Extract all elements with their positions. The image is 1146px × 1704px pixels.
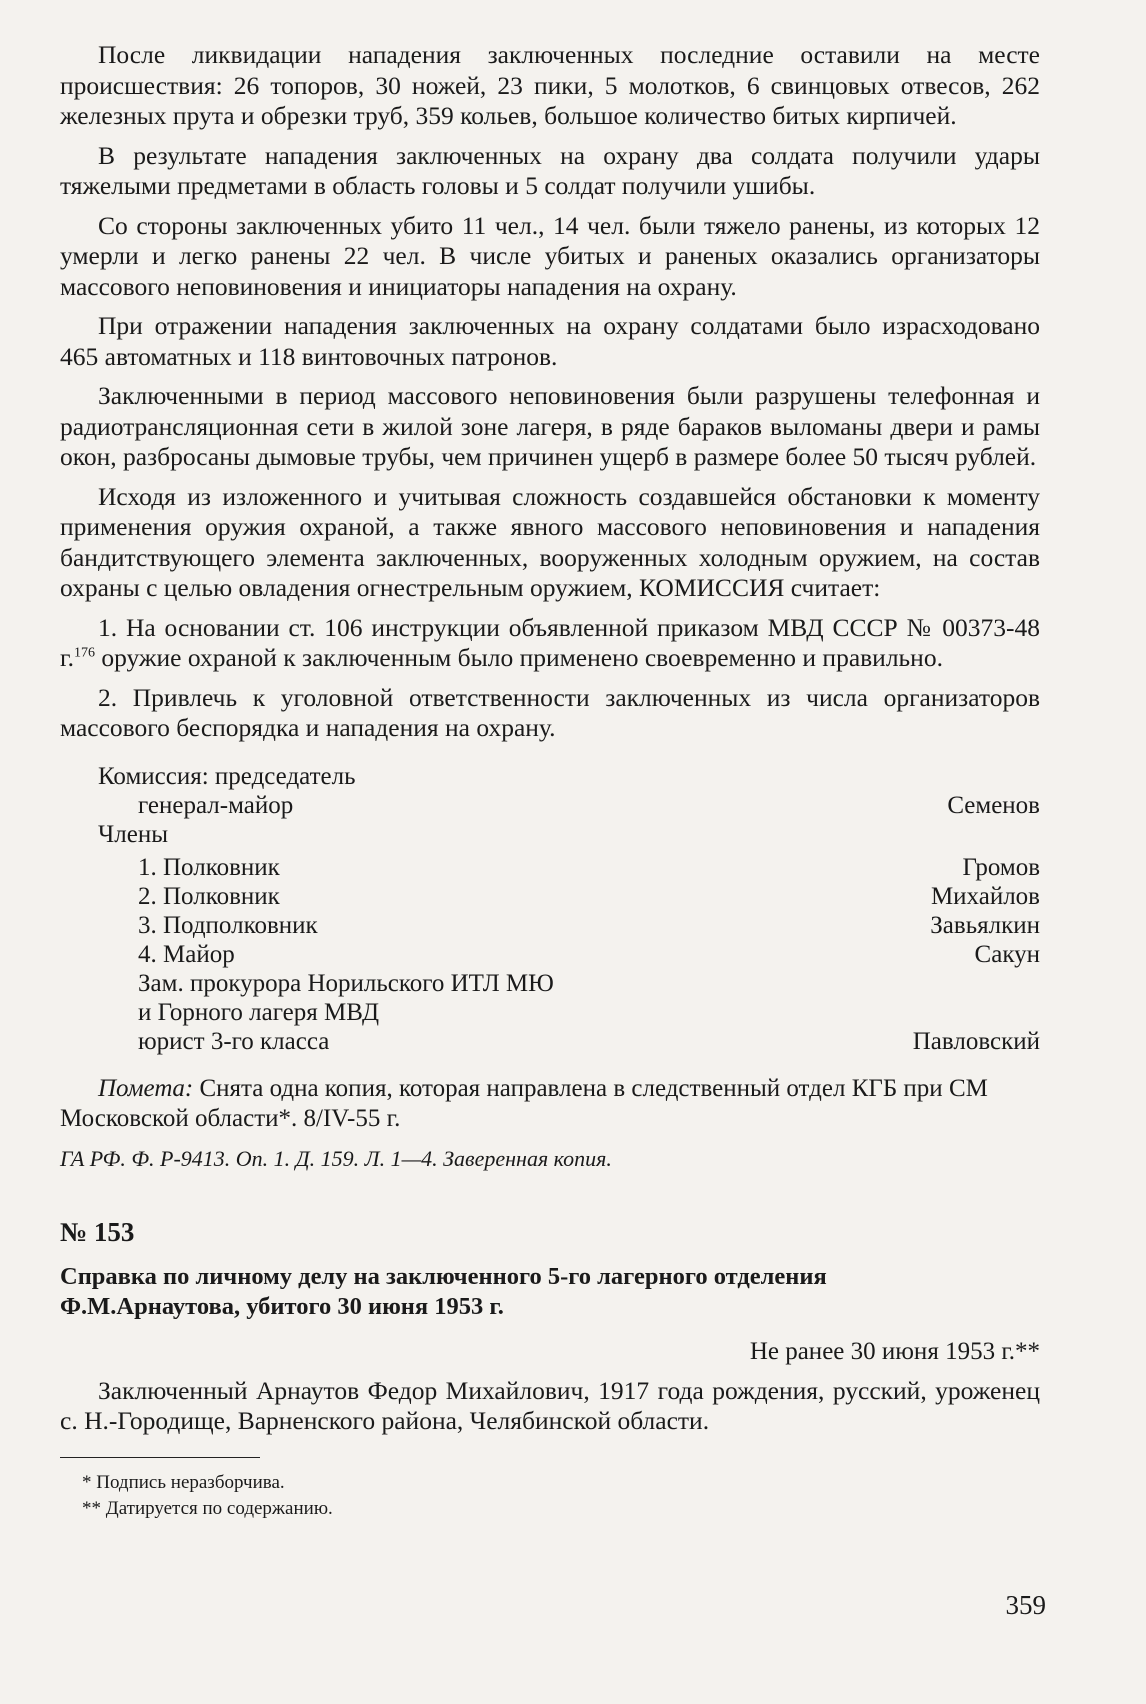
paragraph-point-2: 2. Привлечь к уголовной ответственности заключенных из числа организаторов массового беспорядка и нападения на охрану. [60,682,1040,742]
paragraph-weapons-found: После ликвидации нападения заключенных последние оставили на месте происшествия: 26 топоров, 30 ножей, 23 пики, 5 молотков, 6 свинцовых отвесов, 262 железных прута и обрезки труб, 359 кольев, большое количество битых кирпичей. [60,40,1040,130]
member-row [60,853,1040,882]
footnote: ** Датируется по содержанию. [82,1497,333,1519]
footnote-divider [60,1457,260,1458]
member-rank: 1. Полковник [138,853,280,881]
member-row [60,911,1040,940]
point-1-text-b: оружие охраной к заключенным было применено своевременно и правильно. [94,643,943,672]
document-number: № 153 [60,1216,135,1247]
title-line-1: Справка по личному делу на заключенного 5-го лагерного отделения [60,1262,827,1290]
paragraph-ammunition: При отражении нападения заключенных на охрану солдатами было израсходовано 465 автоматных и 118 винтовочных патронов. [60,311,1040,371]
document-date: Не ранее 30 июня 1953 г.** [749,1337,1040,1365]
paragraph-prisoner-info: Заключенный Арнаутов Федор Михайлович, 1917 года рождения, русский, уроженец с. Н.-Городище, Варненского района, Челябинской области. [60,1375,1040,1435]
paragraph-damage: Заключенными в период массового неповиновения были разрушены телефонная и радиотрансляционная сети в жилой зоне лагеря, в ряде бараков выломаны двери и рамы окон, разбросаны дымовые трубы, чем причинен ущерб в размере более 50 тысяч рублей. [60,381,1040,471]
footnote: * Подпись неразборчива. [82,1471,285,1493]
title-line-2: Ф.М.Арнаутова, убитого 30 июня 1953 г. [60,1292,504,1320]
prosecutor-row [60,1027,1040,1056]
point-1-text-a: 1. На основании ст. 106 инструкции объявленной приказом МВД СССР № 00373-48 г. [60,612,1040,672]
paragraph-guard-injuries: В результате нападения заключенных на охрану два солдата получили удары тяжелыми предметами в область головы и 5 солдат получили ушибы. [60,140,1040,200]
member-rank: 2. Полковник [138,882,280,910]
note-label: Пометa: [98,1074,194,1102]
members-label: Члены [98,820,168,848]
commission-label: Комиссия: председатель [98,762,356,790]
document-page [60,40,1040,1522]
archive-reference: ГА РФ. Ф. Р-9413. Оп. 1. Д. 159. Л. 1—4. Заверенная копия. [60,1145,612,1171]
prosecutor-title-1: Зам. прокурора Норильского ИТЛ МЮ [138,969,554,997]
copy-note [60,1074,1040,1134]
member-rank: 4. Майор [138,940,235,968]
chair-rank: генерал-майор [138,791,294,819]
chair-row [60,791,1040,820]
member-row [60,940,1040,969]
paragraph-commission-conclusion: Исходя из изложенного и учитывая сложность создавшейся обстановки к моменту применения оружия охраной, а также явного массового неповиновения и нападения бандитствующего элемента заключенных, вооруженных холодным оружием, на состав охраны с целью овладения огнестрельным оружием, КОМИССИЯ считает: [60,481,1040,602]
member-rank: 3. Подполковник [138,911,318,939]
member-name: Громов [962,853,1040,881]
signature-block [60,762,1040,1056]
prosecutor-name: Павловский [912,1027,1040,1055]
document-title [60,1262,1040,1322]
member-name: Завьялкин [930,911,1040,939]
member-name: Сакун [974,940,1040,968]
footnote-ref-176: 176 [73,645,95,661]
member-name: Михайлов [930,882,1040,910]
page-number: 359 [1005,1590,1046,1620]
member-row [60,882,1040,911]
note-text: Снята одна копия, которая направлена в следственный отдел КГБ при СМ Московской области*. 8/IV-55 г. [60,1074,988,1132]
paragraph-point-1 [60,613,1040,674]
prosecutor-title-2: и Горного лагеря МВД [138,998,379,1026]
prosecutor-title-3: юрист 3-го класса [138,1027,330,1055]
paragraph-prisoner-casualties: Со стороны заключенных убито 11 чел., 14 чел. были тяжело ранены, из которых 12 умерли и легко ранены 22 чел. В числе убитых и раненых оказались организаторы массового неповиновения и инициаторы нападения на охрану. [60,210,1040,301]
chair-name: Семенов [947,791,1040,819]
